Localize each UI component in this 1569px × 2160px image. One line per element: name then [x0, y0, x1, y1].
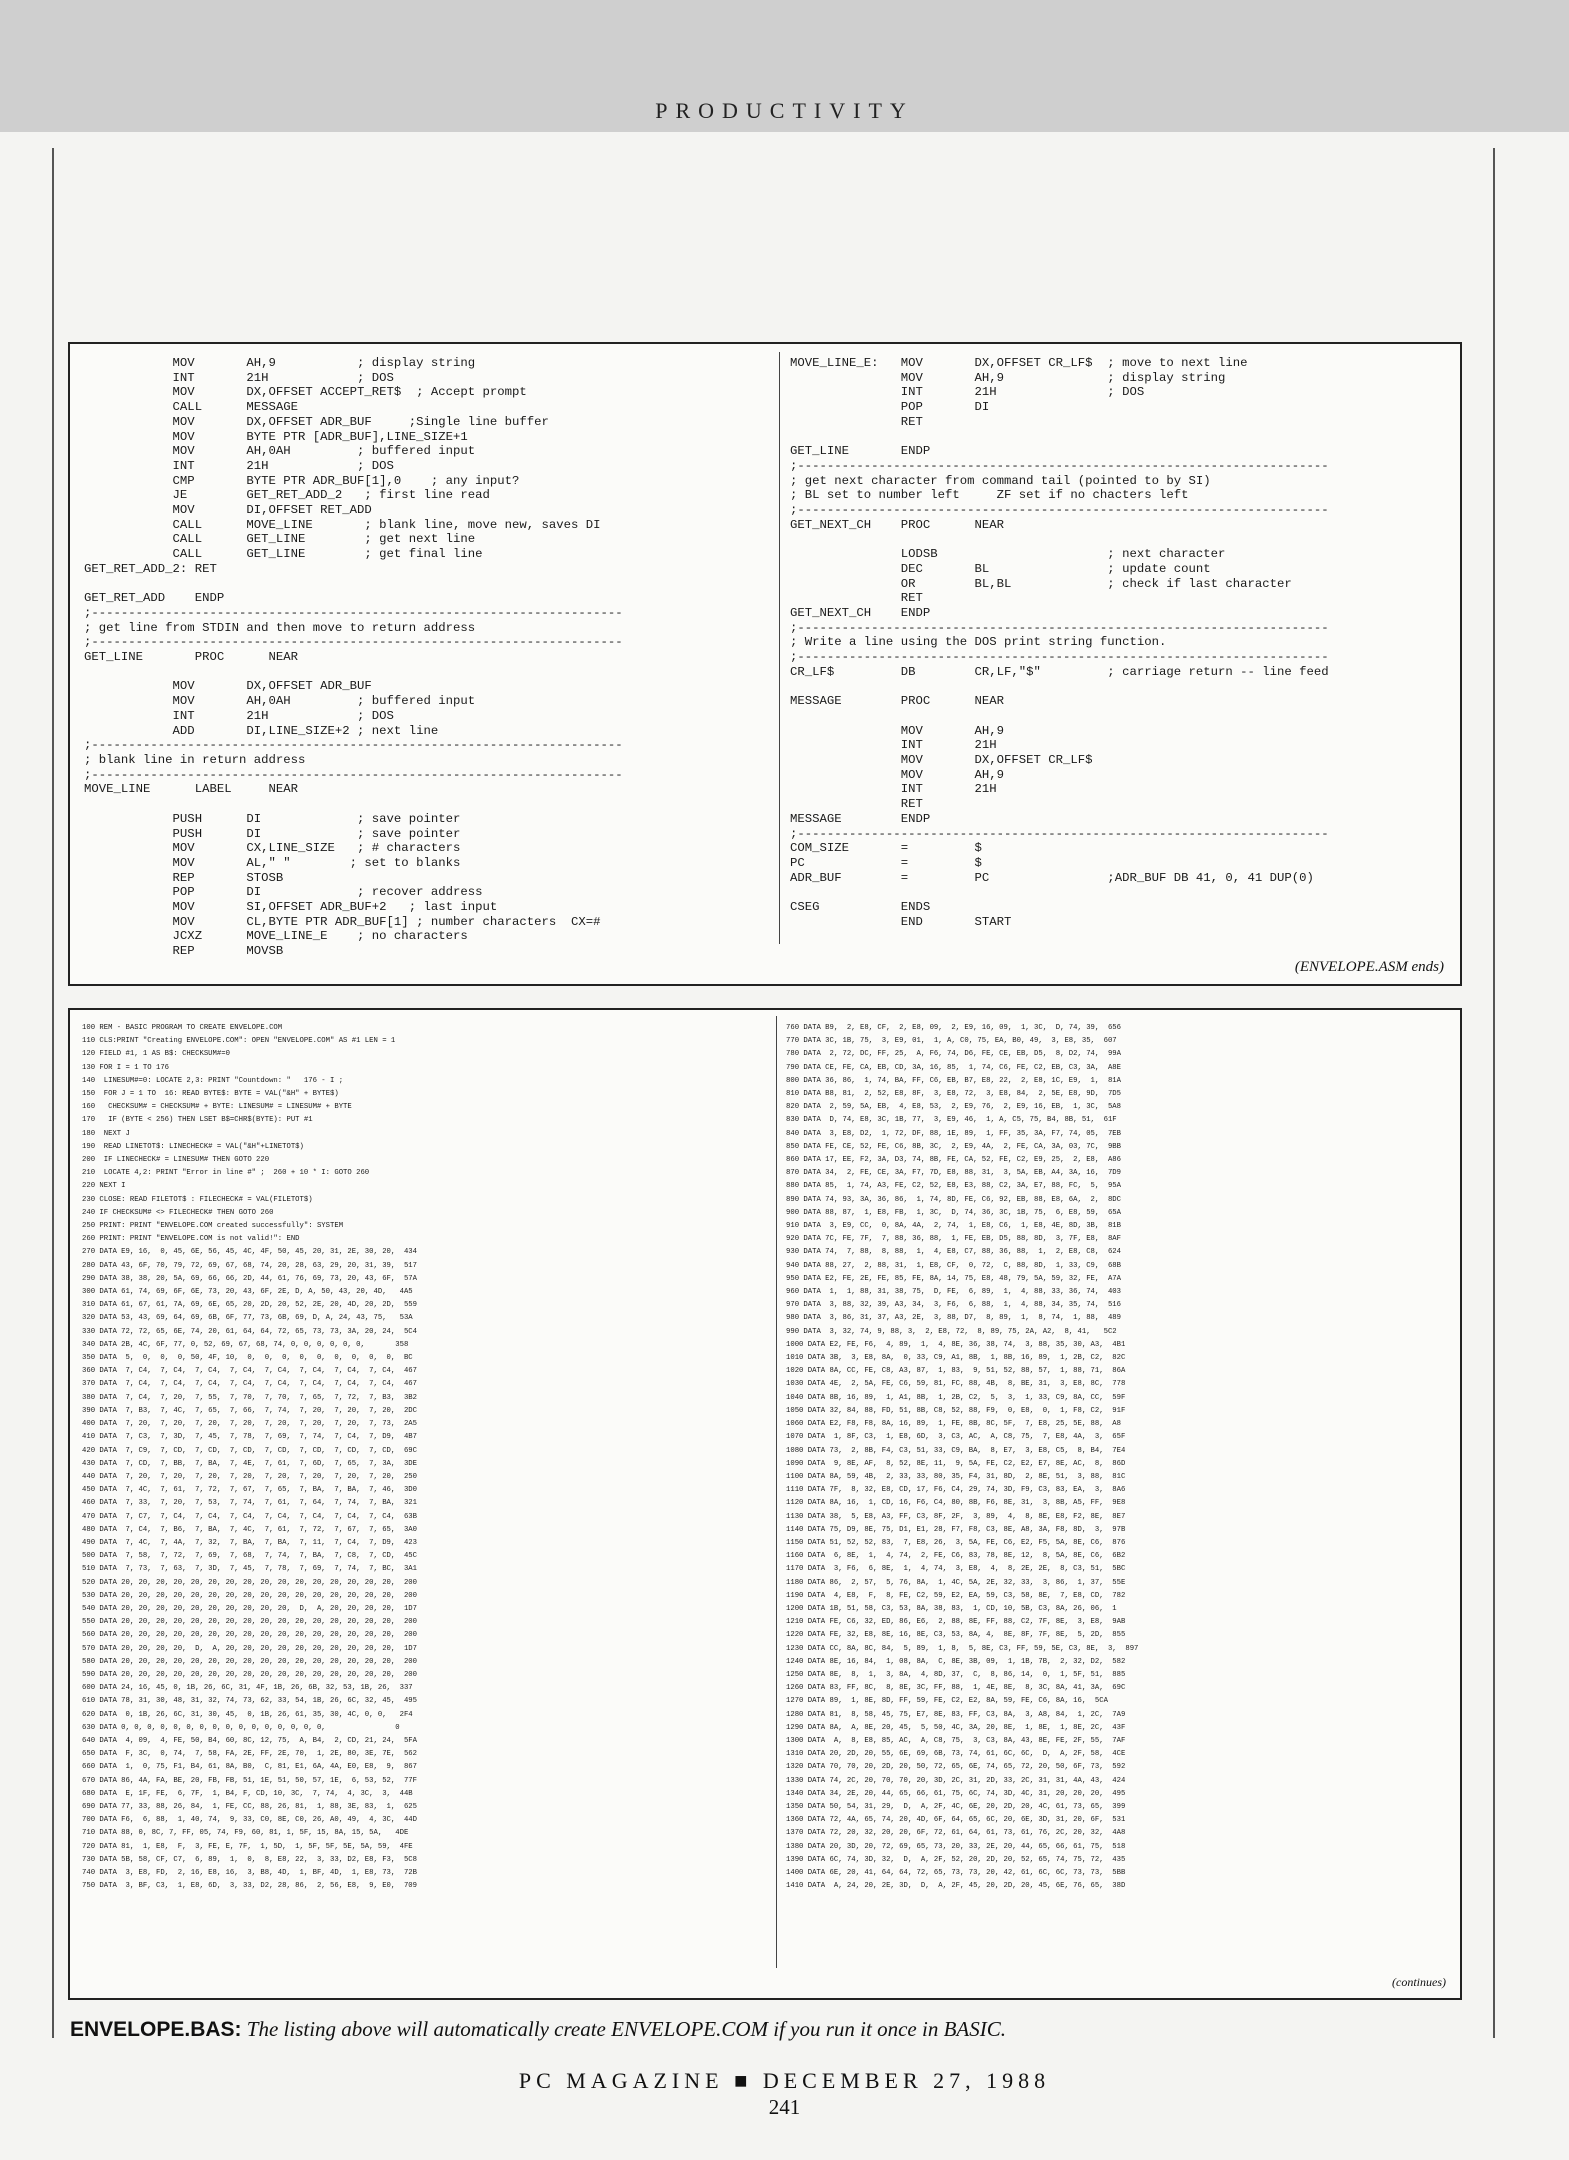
asm-column-divider [779, 352, 780, 944]
figure-caption [70, 2017, 1006, 2042]
bas-listing-right: 760 DATA B9, 2, E8, CF, 2, E8, 09, 2, E9, 16, 09, 1, 3C, D, 74, 39, 656 770 DATA 3C, 1B, 75, 3, E9, 01, 1, A, C0, 75, EA, B0, 49, 3, E8, 35, 607 780 DATA 2, 72, DC, FF, 25, A, F6, 74, D6, FE, CE, EB, D5, 8, D2, 74, 99A 790 DATA CE, FE, CA, EB, CD, 3A, 16, 85, 1, 74, C6, FE, C2, EB, C3, 3A, A8E 800 DATA 36, 86, 1, 74, BA, FF, C6, EB, B7, E8, 22, 2, E8, 1C, E9, 1, 81A 810 DATA B8, 81, 2, 52, E8, 8F, 3, E8, 72, 3, E8, 84, 2, 5E, E8, 9D, 7D5 820 DATA 2, 59, 5A, EB, 4, E8, 53, 2, E9, 76, 2, E9, 16, EB, 1, 3C, 5A8 830 DATA D, 74, E8, 3C, 1B, 77, 3, E9, 46, 1, A, C5, 75, B4, 8B, 51, 61F 840 DATA 3, E8, D2, 1, 72, DF, 88, 1E, 89, 1, FF, 35, 3A, F7, 74, 05, 7EB 850 DATA FE, CE, 52, FE, C6, 8B, 3C, 2, E9, 4A, 2, FE, CA, 3A, 03, 7C, 9BB 860 DATA 17, EE, F2, 3A, D3, 74, 8B, FE, CA, 52, FE, C2, E9, 25, 2, E8, A86 870 DATA 34, 2, FE, CE, 3A, F7, 7D, E8, 88, 31, 3, 5A, EB, A4, 3A, 16, 7D9 880 DATA 85, 1, 74, A3, FE, C2, 52, E8, E3, 88, C2, 3A, E7, 88, FC, 5, 95A 890 DATA 74, 93, 3A, 36, 86, 1, 74, 8D, FE, C6, 92, EB, 88, E8, 6A, 2, 8DC 900 DATA 88, 87, 1, E8, FB, 1, 3C, D, 74, 36, 3C, 1B, 75, 6, E8, 59, 65A 910 DATA 3, E9, CC, 0, 8A, 4A, 2, 74, 1, E8, C6, 1, E8, 4E, 8D, 3B, 81B 920 DATA 7C, FE, 7F, 7, 88, 36, 88, 1, FE, EB, D5, 88, 8D, 3, 7F, E8, 8AF 930 DATA 74, 7, 88, 8, 88, 1, 4, E8, C7, 88, 36, 88, 1, 2, E8, C8, 624 940 DATA 88, 27, 2, 88, 31, 1, E8, CF, 0, 72, C, 88, 8D, 1, 33, C9, 68B 950 DATA E2, FE, 2E, FE, 85, FE, 8A, 14, 75, E8, 48, 79, 5A, 59, 32, FE, A7A 960 DATA 1, 1, 88, 31, 38, 75, D, FE, 6, 89, 1, 4, 88, 33, 36, 74, 403 970 DATA 3, 88, 32, 39, A3, 34, 3, F6, 6, 88, 1, 4, 88, 34, 35, 74, 516 980 DATA 3, 86, 31, 37, A3, 2E, 3, 88, D7, 8, 89, 1, 8, 74, 1, 88, 489 990 DATA 3, 32, 74, 9, 88, 3, 2, E8, 72, 8, 89, 75, 2A, A2, 8, 41, 5C2 1000 DATA E2, FE, F6, 4, 89, 1, 4, 8E, 36, 38, 74, 3, 88, 35, 30, A3, 4B1 1010 DATA 3B, 3, E8, 8A, 0, 33, C9, A1, 8B, 1, 8B, 16, 89, 1, 2B, C2, 82C 1020 DATA 8A, CC, FE, C8, A3, 87, 1, 83, 9, 51, 52, 88, 57, 1, 88, 71, 86A 1030 DATA 4E, 2, 5A, FE, C6, 59, 81, FC, 88, 4B, 8, BE, 31, 3, E8, 8C, 778 1040 DATA 8B, 16, 89, 1, A1, 8B, 1, 2B, C2, 5, 3, 1, 33, C9, 8A, CC, 59F 1050 DATA 32, 84, 88, FD, 51, 8B, C8, 52, 88, F9, 0, E8, 0, 1, F8, C2, 91F 1060 DATA E2, F8, F8, 8A, 16, 89, 1, FE, 8B, 8C, 5F, 7, E8, 25, 5E, 88, A8 1070 DATA 1, 8F, C3, 1, E8, 6D, 3, C3, AC, A, C8, 75, 7, E8, 4A, 3, 65F 1080 DATA 73, 2, 8B, F4, C3, 51, 33, C9, BA, 8, E7, 3, E8, C5, 8, B4, 7E4 1090 DATA 9, 8E, AF, 8, 52, 8E, 11, 9, 5A, FE, C2, E2, E7, 8E, AC, 8, 86D 1100 DATA 8A, 59, 4B, 2, 33, 33, 80, 35, F4, 31, 8D, 2, 8E, 51, 3, 88, 81C 1110 DATA 7F, 8, 32, E8, CD, 17, F6, C4, 29, 74, 3D, F9, C3, 83, EA, 3, 8A6 1120 DATA 8A, 16, 1, CD, 16, F6, C4, 80, 8B, F6, 8E, 31, 3, 8B, A5, FF, 9E8 1130 DATA 38, 5, E8, A3, FF, C3, 8F, 2F, 3, 89, 4, 8, 8E, E8, F2, 8E, 8E7 1140 DATA 75, D9, 8E, 75, D1, E1, 28, F7, F8, C3, 8E, A8, 3A, F8, 8D, 3, 97B 1150 DATA 51, 52, 52, 83, 7, E8, 26, 3, 5A, FE, C6, E2, F5, 5A, 8E, C6, 876 1160 DATA 6, 8E, 1, 4, 74, 2, FE, C6, 83, 78, 8E, 12, 8, 5A, 8E, C6, 6B2 1170 DATA 3, F6, 6, 8E, 1, 4, 74, 3, E8, 4, 8, 2E, 2E, 8, C3, 51, 5BC 1180 DATA 86, 2, 57, 5, 76, 8A, 1, 4C, 5A, 2E, 32, 33, 3, 86, 1, 37, 55E 1190 DATA 4, E8, F, 8, FE, C2, 59, E2, EA, 59, C3, 58, 8E, 7, E8, CD, 782 1200 DATA 1B, 51, 58, C3, 53, 8A, 38, 83, 1, CD, 10, 5B, C3, 8A, 26, 06, 1 1210 DATA FE, C6, 32, ED, 86, E6, 2, 88, 8E, FF, 88, C2, 7F, 8E, 3, E8, 9AB 1220 DATA FE, 32, E8, 8E, 16, 8E, C3, 53, 8A, 4, 8E, 8F, 7F, 8E, 5, 2D, 855 1230 DATA CC, 8A, 8C, 84, 5, 89, 1, 8, 5, 8E, C3, FF, 59, 5E, C3, 8E, 3, 897 1240 DATA 8E, 16, 84, 1, 08, 8A, C, 8E, 3B, 09, 1, 1B, 7B, 2, 32, D2, 582 1250 DATA 8E, 8, 1, 3, 8A, 4, 8D, 37, C, 8, 86, 14, 0, 1, 5F, 51, 885 1260 DATA 83, FF, 8C, 8, 8E, 3C, FF, 88, 1, 4E, 8E, 8, 3C, 8A, 41, 3A, 69C 1270 DATA 89, 1, 8E, 8D, FF, 59, FE, C2, E2, 8A, 59, FE, C6, 8A, 16, 5CA 1280 DATA 81, 8, 58, 45, 75, E7, 8E, 83, FF, C3, 8A, 3, A8, 84, 1, 2C, 7A9 1290 DATA 8A, A, 8E, 20, 45, 5, 50, 4C, 3A, 20, 8E, 1, 8E, 1, 8E, 2C, 43F 1300 DATA A, 8, E8, 85, AC, A, C8, 75, 3, C3, 8A, 43, 8E, FE, 2F, 55, 7AF 1310 DATA 20, 2D, 20, 55, 6E, 69, 6B, 73, 74, 61, 6C, 6C, D, A, 2F, 58, 4CE 1320 DATA 70, 70, 20, 2D, 20, 50, 72, 65, 6E, 74, 65, 72, 20, 50, 6F, 73, 592 1330 DATA 74, 2C, 20, 70, 70, 20, 3D, 2C, 31, 2D, 33, 2C, 31, 31, 4A, 43, 424 1340 DATA 34, 2E, 20, 44, 65, 66, 61, 75, 6C, 74, 3D, 4C, 31, 20, 20, 20, 495 1350 DATA 50, 54, 31, 29, D, A, 2F, 4C, 6E, 20, 2D, 20, 4C, 61, 73, 65, 399 1360 DATA 72, 4A, 65, 74, 20, 4D, 6F, 64, 65, 6C, 20, 6E, 3D, 31, 20, 6F, 531 1370 DATA 72, 20, 32, 20, 20, 6F, 72, 61, 64, 61, 73, 61, 76, 2C, 20, 32, 4A8 1380 DATA 20, 3D, 20, 72, 69, 65, 73, 20, 33, 2E, 20, 44, 65, 66, 61, 75, 518 1390 DATA 6C, 74, 3D, 32, D, A, 2F, 52, 20, 2D, 20, 52, 65, 74, 75, 72, 435 1400 DATA 6E, 20, 41, 64, 64, 72, 65, 73, 73, 20, 42, 61, 6C, 6C, 73, 73, 5BB 1410 DATA A, 24, 20, 2E, 3D, D, A, 2F, 45, 20, 2D, 20, 45, 6E, 76, 65, 38D [786, 1024, 1139, 1891]
section-label: PRODUCTIVITY [655, 98, 914, 123]
asm-listing-box [68, 342, 1462, 986]
caption-title: ENVELOPE.BAS: [70, 2018, 242, 2041]
asm-listing-right: MOVE_LINE_E: MOV DX,OFFSET CR_LF$ ; move to next line MOV AH,9 ; display string INT 21H ; DOS POP DI RET GET_LINE ENDP ;------------------------------------------------------------------------ ; get next character from command tail (pointed to by SI) ; BL set to number left ZF set if no chacters left ;------------------------------------------------------------------------ GET_NEXT_CH PROC NEAR LODSB ; next character DEC BL ; update count OR BL,BL ; check if last character RET GET_NEXT_CH ENDP ;------------------------------------------------------------------------ ; Write a line using the DOS print string function. ;------------------------------------------------------------------------ CR_LF$ DB CR,LF,"$" ; carriage return -- line feed MESSAGE PROC NEAR MOV AH,9 INT 21H MOV DX,OFFSET CR_LF$ MOV AH,9 INT 21H RET MESSAGE ENDP ;------------------------------------------------------------------------ COM_SIZE = $ PC = $ ADR_BUF = PC ;ADR_BUF DB 41, 0, 41 DUP(0) CSEG ENDS END START [790, 356, 1329, 929]
page-number: 241 [768, 2095, 801, 2119]
page-frame-right [1493, 148, 1495, 2038]
bas-listing-box [68, 1008, 1462, 2000]
caption-text: The listing above will automatically create ENVELOPE.COM if you run it once in BASIC. [241, 2017, 1006, 2041]
continued-note: (continues) [1392, 1975, 1446, 1989]
footer-magazine-line: PC MAGAZINE ■ DECEMBER 27, 1988 [518, 2068, 1051, 2093]
asm-end-caption: (ENVELOPE.ASM ends) [1294, 959, 1444, 975]
asm-listing-left: MOV AH,9 ; display string INT 21H ; DOS MOV DX,OFFSET ACCEPT_RET$ ; Accept prompt CALL MESSAGE MOV DX,OFFSET ADR_BUF ;Single line buffer MOV BYTE PTR [ADR_BUF],LINE_SIZE+1 MOV AH,0AH ; buffered input INT 21H ; DOS CMP BYTE PTR ADR_BUF[1],0 ; any input? JE GET_RET_ADD_2 ; first line read MOV DI,OFFSET RET_ADD CALL MOVE_LINE ; blank line, move new, saves DI CALL GET_LINE ; get next line CALL GET_LINE ; get final line GET_RET_ADD_2: RET GET_RET_ADD ENDP ;------------------------------------------------------------------------ ; get line from STDIN and then move to return address ;------------------------------------------------------------------------ GET_LINE PROC NEAR MOV DX,OFFSET ADR_BUF MOV AH,0AH ; buffered input INT 21H ; DOS ADD DI,LINE_SIZE+2 ; next line ;------------------------------------------------------------------------ ; blank line in return address ;------------------------------------------------------------------------ MOVE_LINE LABEL NEAR PUSH DI ; save pointer PUSH DI ; save pointer MOV CX,LINE_SIZE ; # characters MOV AL," " ; set to blanks REP STOSB POP DI ; recover address MOV SI,OFFSET ADR_BUF+2 ; last input MOV CL,BYTE PTR ADR_BUF[1] ; number characters CX=# JCXZ MOVE_LINE_E ; no characters REP MOVSB [84, 356, 623, 959]
bas-listing-left: 100 REM - BASIC PROGRAM TO CREATE ENVELOPE.COM 110 CLS:PRINT "Creating ENVELOPE.COM": OPEN "ENVELOPE.COM" AS #1 LEN = 1 120 FIELD #1, 1 AS B$: CHECKSUM#=0 130 FOR I = 1 TO 176 140 LINESUM#=0: LOCATE 2,3: PRINT "Countdown: " 176 - I ; 150 FOR J = 1 TO 16: READ BYTE$: BYTE = VAL("&H" + BYTE$) 160 CHECKSUM# = CHECKSUM# + BYTE: LINESUM# = LINESUM# + BYTE 170 IF (BYTE < 256) THEN LSET B$=CHR$(BYTE): PUT #1 180 NEXT J 190 READ LINETOT$: LINECHECK# = VAL("&H"+LINETOT$) 200 IF LINECHECK# = LINESUM# THEN GOTO 220 210 LOCATE 4,2: PRINT "Error in line #" ; 260 + 10 * I: GOTO 260 220 NEXT I 230 CLOSE: READ FILETOT$ : FILECHECK# = VAL(FILETOT$) 240 IF CHECKSUM# <> FILECHECK# THEN GOTO 260 250 PRINT: PRINT "ENVELOPE.COM created successfully": SYSTEM 260 PRINT: PRINT "ENVELOPE.COM is not valid!": END 270 DATA E9, 16, 0, 45, 6E, 56, 45, 4C, 4F, 50, 45, 20, 31, 2E, 30, 20, 434 280 DATA 43, 6F, 70, 79, 72, 69, 67, 68, 74, 20, 28, 63, 29, 20, 31, 39, 517 290 DATA 38, 38, 20, 5A, 69, 66, 66, 2D, 44, 61, 76, 69, 73, 20, 43, 6F, 57A 300 DATA 61, 74, 69, 6F, 6E, 73, 20, 43, 6F, 2E, D, A, 50, 43, 20, 4D, 4A5 310 DATA 61, 67, 61, 7A, 69, 6E, 65, 20, 2D, 20, 52, 2E, 20, 4D, 20, 2D, 559 320 DATA 53, 43, 69, 64, 69, 6B, 6F, 77, 73, 6B, 69, D, A, 24, 43, 75, 53A 330 DATA 72, 72, 65, 6E, 74, 20, 61, 64, 64, 72, 65, 73, 73, 3A, 20, 24, 5C4 340 DATA 2B, 4C, 6F, 77, 0, 52, 69, 67, 68, 74, 0, 0, 0, 0, 0, 0, 358 350 DATA 5, 0, 0, 0, 50, 4F, 10, 0, 0, 0, 0, 0, 0, 0, 0, 0, BC 360 DATA 7, C4, 7, C4, 7, C4, 7, C4, 7, C4, 7, C4, 7, C4, 7, C4, 467 370 DATA 7, C4, 7, C4, 7, C4, 7, C4, 7, C4, 7, C4, 7, C4, 7, C4, 467 380 DATA 7, C4, 7, 20, 7, 55, 7, 70, 7, 70, 7, 65, 7, 72, 7, B3, 3B2 390 DATA 7, B3, 7, 4C, 7, 65, 7, 66, 7, 74, 7, 20, 7, 20, 7, 20, 2DC 400 DATA 7, 20, 7, 20, 7, 20, 7, 20, 7, 20, 7, 20, 7, 20, 7, 73, 2A5 410 DATA 7, C3, 7, 3D, 7, 45, 7, 78, 7, 69, 7, 74, 7, C4, 7, D9, 4B7 420 DATA 7, C9, 7, CD, 7, CD, 7, CD, 7, CD, 7, CD, 7, CD, 7, CD, 69C 430 DATA 7, CD, 7, BB, 7, BA, 7, 4E, 7, 61, 7, 6D, 7, 65, 7, 3A, 3DE 440 DATA 7, 20, 7, 20, 7, 20, 7, 20, 7, 20, 7, 20, 7, 20, 7, 20, 250 450 DATA 7, 4C, 7, 61, 7, 72, 7, 67, 7, 65, 7, BA, 7, BA, 7, 46, 3D0 460 DATA 7, 33, 7, 20, 7, 53, 7, 74, 7, 61, 7, 64, 7, 74, 7, BA, 321 470 DATA 7, C7, 7, C4, 7, C4, 7, C4, 7, C4, 7, C4, 7, C4, 7, C4, 63B 480 DATA 7, C4, 7, B6, 7, BA, 7, 4C, 7, 61, 7, 72, 7, 67, 7, 65, 3A0 490 DATA 7, 4C, 7, 4A, 7, 32, 7, BA, 7, BA, 7, 11, 7, C4, 7, D9, 423 500 DATA 7, 58, 7, 72, 7, 69, 7, 68, 7, 74, 7, BA, 7, C8, 7, CD, 45C 510 DATA 7, 73, 7, 63, 7, 3D, 7, 45, 7, 78, 7, 69, 7, 74, 7, BC, 3A1 520 DATA 20, 20, 20, 20, 20, 20, 20, 20, 20, 20, 20, 20, 20, 20, 20, 20, 200 530 DATA 20, 20, 20, 20, 20, 20, 20, 20, 20, 20, 20, 20, 20, 20, 20, 20, 200 540 DATA 20, 20, 20, 20, 20, 20, 20, 20, 20, 20, D, A, 20, 20, 20, 20, 1D7 550 DATA 20, 20, 20, 20, 20, 20, 20, 20, 20, 20, 20, 20, 20, 20, 20, 20, 200 560 DATA 20, 20, 20, 20, 20, 20, 20, 20, 20, 20, 20, 20, 20, 20, 20, 20, 200 570 DATA 20, 20, 20, 20, D, A, 20, 20, 20, 20, 20, 20, 20, 20, 20, 20, 1D7 580 DATA 20, 20, 20, 20, 20, 20, 20, 20, 20, 20, 20, 20, 20, 20, 20, 20, 200 590 DATA 20, 20, 20, 20, 20, 20, 20, 20, 20, 20, 20, 20, 20, 20, 20, 20, 200 600 DATA 24, 16, 45, 0, 1B, 26, 6C, 31, 4F, 1B, 26, 6B, 32, 53, 1B, 26, 337 610 DATA 78, 31, 30, 48, 31, 32, 74, 73, 62, 33, 54, 1B, 26, 6C, 32, 45, 495 620 DATA 0, 1B, 26, 6C, 31, 30, 45, 0, 1B, 26, 61, 35, 30, 4C, 0, 0, 2F4 630 DATA 0, 0, 0, 0, 0, 0, 0, 0, 0, 0, 0, 0, 0, 0, 0, 0, 0 640 DATA 4, 09, 4, FE, 50, B4, 60, 8C, 12, 75, A, B4, 2, CD, 21, 24, 5FA 650 DATA F, 3C, 0, 74, 7, 58, FA, 2E, FF, 2E, 70, 1, 2E, 80, 3E, 7E, 562 660 DATA 1, 0, 75, F1, B4, 61, 8A, B0, C, 81, E1, 6A, 4A, E0, E8, 9, 867 670 DATA 86, 4A, FA, BE, 20, FB, FB, 51, 1E, 51, 50, 57, 1E, 6, 53, 52, 77F 680 DATA E, 1F, FE, 6, 7F, 1, B4, F, CD, 10, 3C, 7, 74, 4, 3C, 3, 44B 690 DATA 77, 33, 88, 26, 84, 1, FE, CC, 88, 26, 81, 1, 88, 3E, 83, 1, 625 700 DATA F6, 6, 88, 1, 40, 74, 9, 33, C0, 8E, C0, 26, A0, 49, 4, 3C, 44D 710 DATA 88, 0, 8C, 7, FF, 05, 74, F9, 60, 81, 1, 5F, 15, 8A, 15, 5A, 4DE 720 DATA 81, 1, E8, F, 3, FE, E, 7F, 1, 5D, 1, 5F, 5F, 5E, 5A, 59, 4FE 730 DATA 5B, 58, CF, C7, 6, 89, 1, 0, 8, E8, 22, 3, 33, D2, E8, F3, 5C8 740 DATA 3, E8, FD, 2, 16, E8, 16, 3, B8, 4D, 1, BF, 4D, 1, E8, 73, 72B 750 DATA 3, BF, C3, 1, E8, 6D, 3, 33, D2, 28, 86, 2, 56, E8, 9, E0, 709 [82, 1024, 418, 1891]
page-frame-left [52, 148, 54, 2038]
bas-column-divider [776, 1016, 777, 1968]
